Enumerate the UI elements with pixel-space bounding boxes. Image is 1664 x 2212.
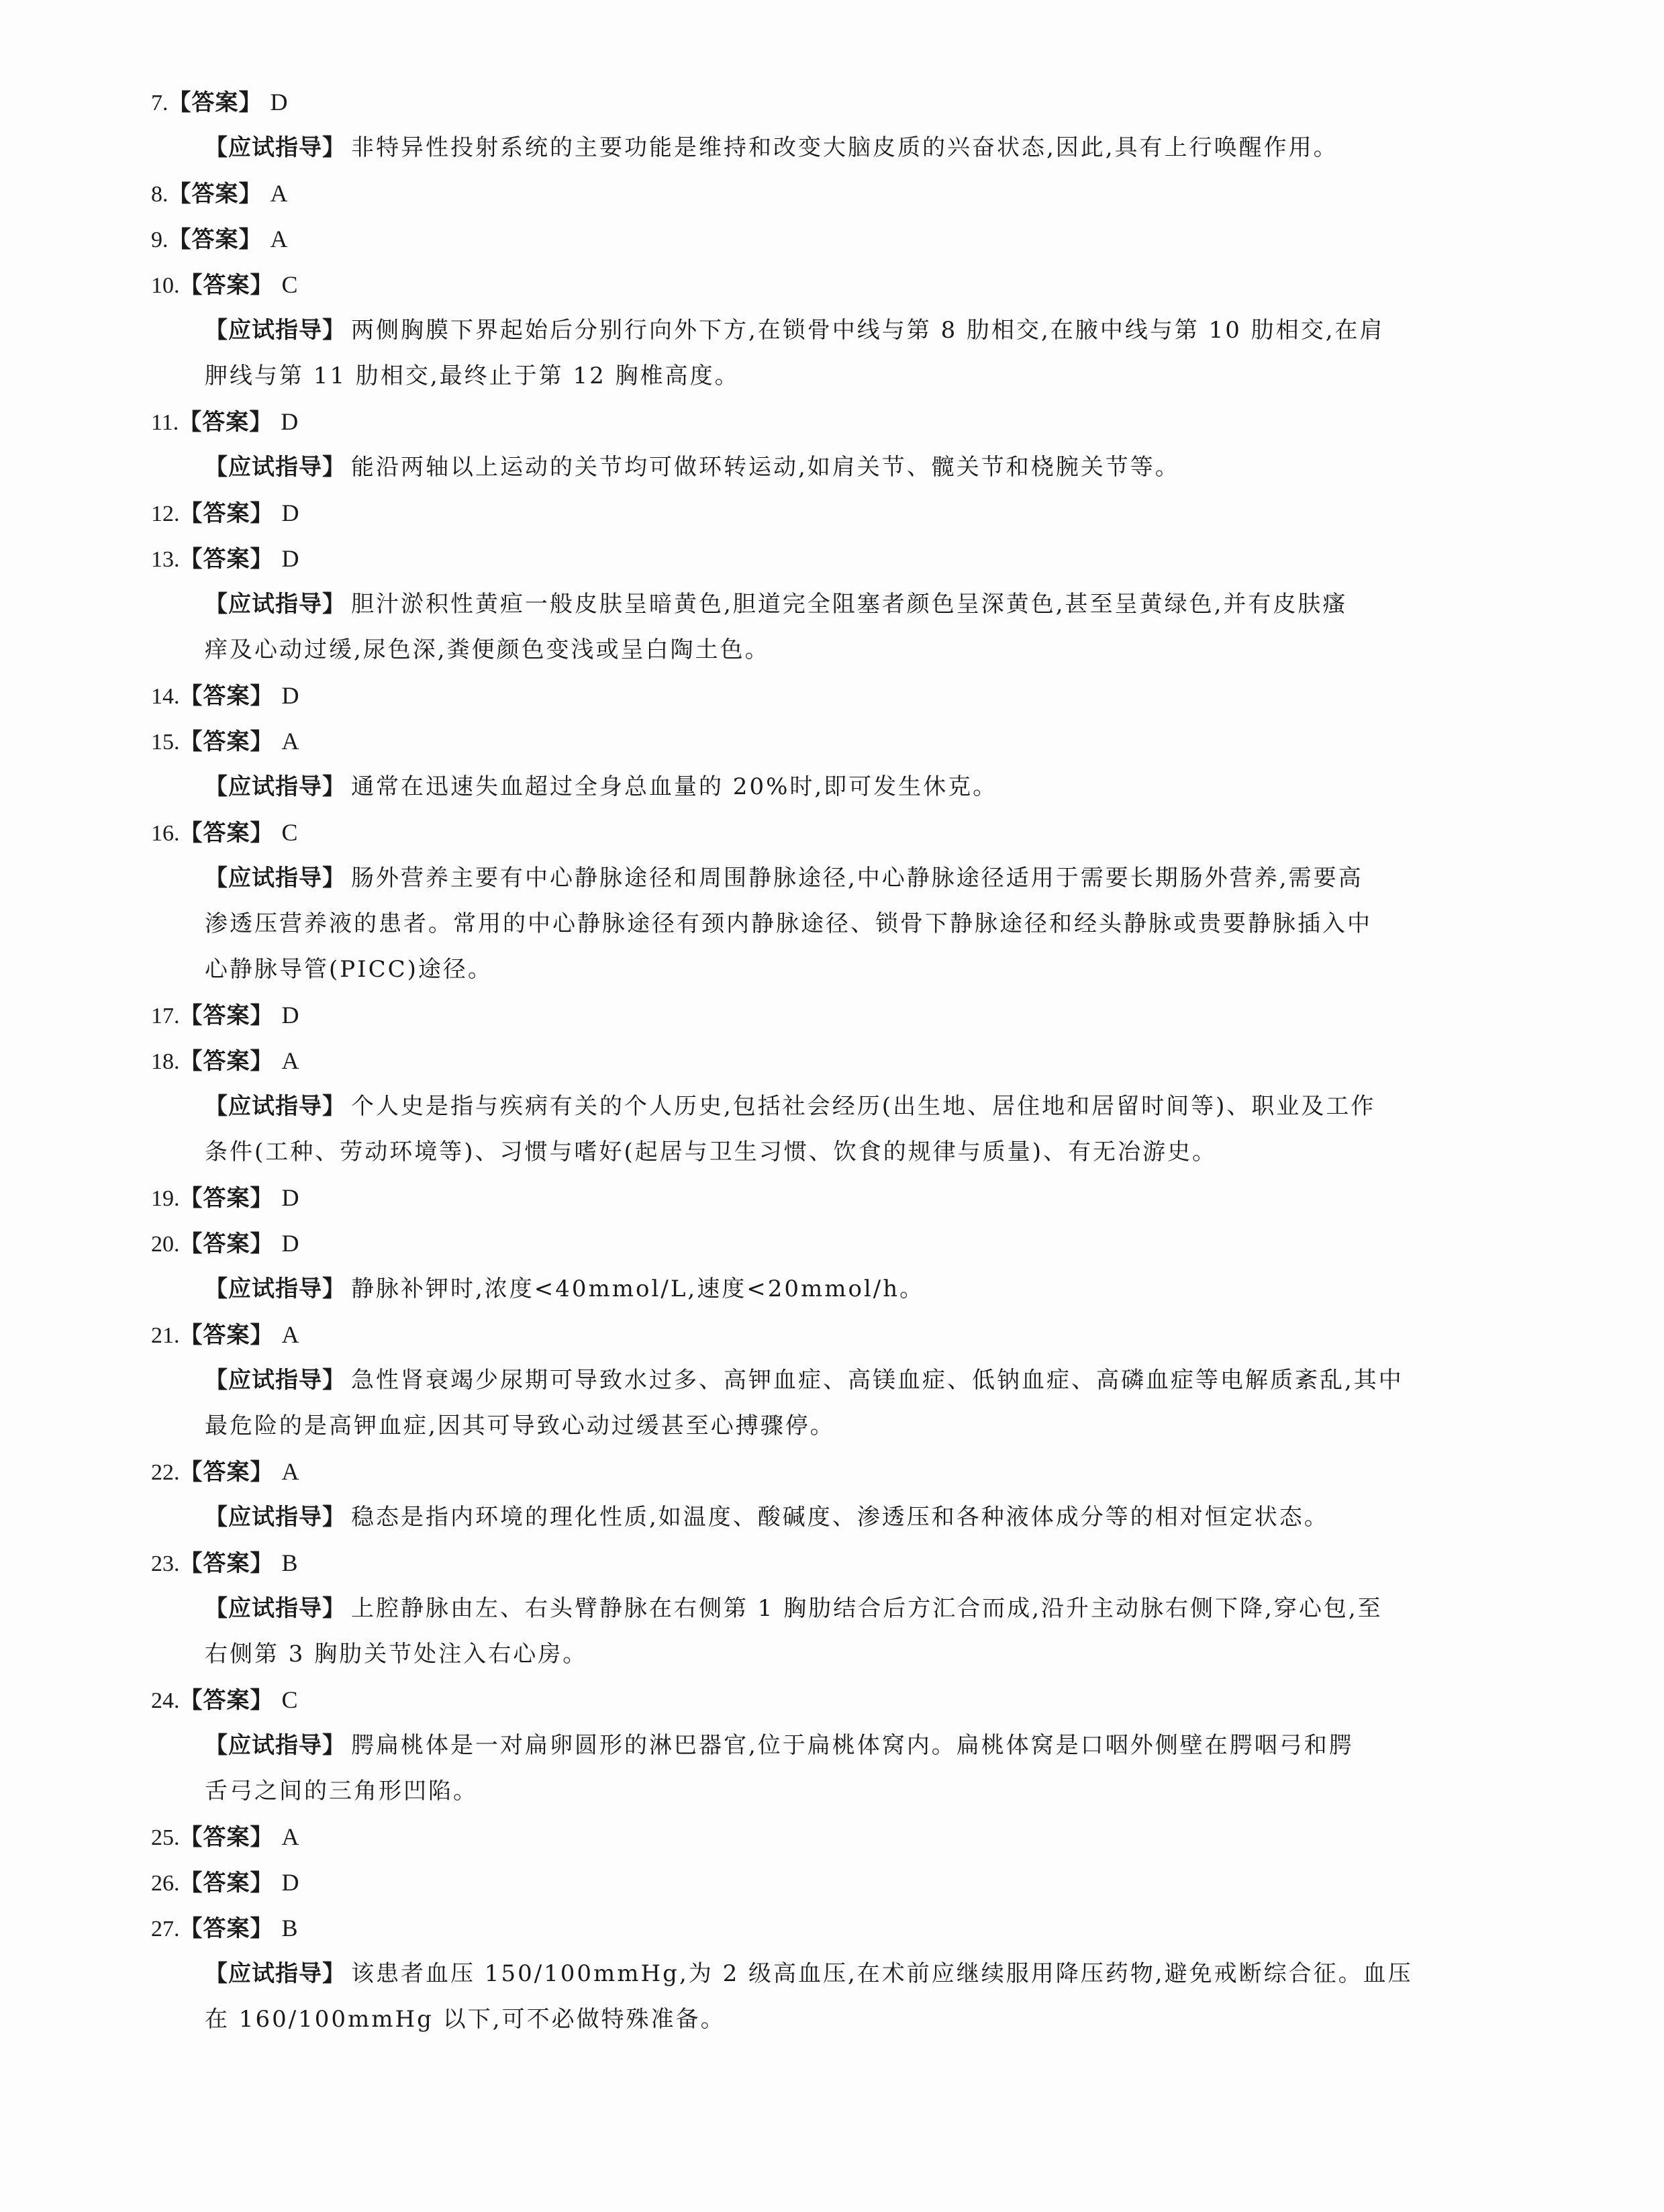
- answer-line: [144, 490, 1527, 536]
- answer-line: [144, 171, 1527, 216]
- question-number: 12.: [151, 501, 180, 526]
- guidance-tag: 【应试指导】: [205, 317, 346, 344]
- answer-line: [144, 1860, 1527, 1905]
- answer-letter: A: [270, 180, 288, 207]
- answer-letter: C: [281, 819, 298, 846]
- guidance-text: 腭扁桃体是一对扁卵圆形的淋巴器官,位于扁桃体窝内。扁桃体窝是口咽外侧壁在腭咽弓和腭: [351, 1732, 1354, 1759]
- answer-tag: 【答案】: [179, 1915, 274, 1942]
- answer-letter: C: [281, 271, 298, 298]
- answer-tag: 【答案】: [179, 683, 274, 710]
- answer-tag: 【答案】: [168, 89, 262, 116]
- question-number: 23.: [151, 1551, 180, 1576]
- question-number: 7.: [151, 91, 168, 115]
- answer-tag: 【答案】: [168, 226, 262, 253]
- answer-letter: D: [281, 408, 299, 435]
- answer-letter: A: [281, 1823, 299, 1850]
- question-number: 8.: [151, 182, 168, 207]
- answer-line: [144, 673, 1527, 718]
- answer-line: [144, 536, 1527, 581]
- guidance-continuation: [144, 1768, 1527, 1814]
- guidance-tag: 【应试指导】: [205, 1732, 346, 1759]
- guidance-tag: 【应试指导】: [205, 773, 346, 800]
- answer-tag: 【答案】: [179, 820, 274, 847]
- guidance-tag: 【应试指导】: [205, 1595, 346, 1622]
- answer-tag: 【答案】: [179, 1185, 274, 1212]
- answer-tag: 【答案】: [179, 1550, 274, 1577]
- answer-letter: D: [281, 1230, 299, 1257]
- guidance-tag: 【应试指导】: [205, 865, 346, 892]
- question-number: 20.: [151, 1232, 180, 1257]
- answer-letter: A: [270, 226, 288, 252]
- answer-line: [144, 216, 1527, 262]
- guidance-continuation: [144, 353, 1527, 399]
- guidance-text: 上腔静脉由左、右头臂静脉在右侧第 1 胸肋结合后方汇合而成,沿升主动脉右侧下降,穿心包,至: [351, 1595, 1383, 1622]
- guidance-text: 痒及心动过缓,尿色深,粪便颜色变浅或呈白陶土色。: [205, 636, 770, 663]
- answer-tag: 【答案】: [179, 1231, 274, 1257]
- answer-tag: 【答案】: [179, 1459, 274, 1486]
- guidance-continuation: [144, 947, 1527, 992]
- answer-letter: A: [281, 728, 299, 755]
- guidance-continuation: [144, 1403, 1527, 1449]
- guidance-continuation: [144, 1129, 1527, 1175]
- answer-line: [144, 1540, 1527, 1586]
- answer-line: [144, 262, 1527, 307]
- guidance-line: [144, 1266, 1527, 1312]
- answer-line: [144, 1905, 1527, 1951]
- question-number: 22.: [151, 1460, 180, 1485]
- answer-letter: D: [281, 1002, 299, 1028]
- guidance-line: [144, 1494, 1527, 1540]
- guidance-tag: 【应试指导】: [205, 1093, 346, 1120]
- answer-letter: C: [281, 1686, 298, 1713]
- question-number: 24.: [151, 1688, 180, 1713]
- answer-line: [144, 1312, 1527, 1357]
- guidance-text: 稳态是指内环境的理化性质,如温度、酸碱度、渗透压和各种液体成分等的相对恒定状态。: [351, 1504, 1329, 1531]
- question-number: 16.: [151, 821, 180, 846]
- answer-line: [144, 399, 1527, 444]
- guidance-line: [144, 307, 1527, 353]
- answer-letter: A: [281, 1047, 299, 1074]
- guidance-text: 胛线与第 11 肋相交,最终止于第 12 胸椎高度。: [205, 363, 740, 389]
- question-number: 26.: [151, 1871, 180, 1896]
- question-number: 19.: [151, 1186, 180, 1211]
- guidance-tag: 【应试指导】: [205, 591, 346, 618]
- question-number: 14.: [151, 684, 180, 709]
- guidance-line: [144, 1723, 1527, 1768]
- guidance-text: 急性肾衰竭少尿期可导致水过多、高钾血症、高镁血症、低钠血症、高磷血症等电解质紊乱,其中: [351, 1367, 1404, 1394]
- guidance-line: [144, 1586, 1527, 1631]
- question-number: 17.: [151, 1004, 180, 1028]
- guidance-text: 渗透压营养液的患者。常用的中心静脉途径有颈内静脉途径、锁骨下静脉途径和经头静脉或贵要静脉插入中: [205, 910, 1372, 937]
- guidance-text: 心静脉导管(PICC)途径。: [205, 956, 493, 983]
- guidance-text: 能沿两轴以上运动的关节均可做环转运动,如肩关节、髋关节和桡腕关节等。: [351, 454, 1180, 481]
- guidance-text: 最危险的是高钾血症,因其可导致心动过缓甚至心搏骤停。: [205, 1412, 835, 1439]
- question-number: 10.: [151, 273, 180, 298]
- answer-key-list: [144, 79, 1527, 2042]
- guidance-tag: 【应试指导】: [205, 1504, 346, 1531]
- guidance-text: 条件(工种、劳动环境等)、习惯与嗜好(起居与卫生习惯、饮食的规律与质量)、有无冶游史。: [205, 1139, 1218, 1165]
- guidance-continuation: [144, 627, 1527, 673]
- question-number: 9.: [151, 228, 168, 252]
- answer-line: [144, 1677, 1527, 1723]
- guidance-continuation: [144, 1997, 1527, 2042]
- answer-letter: B: [281, 1915, 298, 1941]
- answer-tag: 【答案】: [168, 181, 262, 207]
- answer-tag: 【答案】: [179, 1322, 274, 1349]
- guidance-text: 静脉补钾时,浓度<40mmol/L,速度<20mmol/h。: [351, 1276, 925, 1302]
- answer-letter: D: [281, 1184, 299, 1211]
- answer-tag: 【答案】: [179, 546, 274, 573]
- answer-line: [144, 1449, 1527, 1494]
- guidance-text: 右侧第 3 胸肋关节处注入右心房。: [205, 1641, 588, 1668]
- answer-line: [144, 1175, 1527, 1220]
- guidance-line: [144, 1357, 1527, 1403]
- guidance-line: [144, 855, 1527, 901]
- question-number: 21.: [151, 1323, 180, 1348]
- answer-tag: 【答案】: [179, 728, 274, 755]
- guidance-line: [144, 1084, 1527, 1129]
- guidance-text: 个人史是指与疾病有关的个人历史,包括社会经历(出生地、居住地和居留时间等)、职业及工作: [351, 1093, 1376, 1120]
- answer-tag: 【答案】: [179, 272, 274, 299]
- question-number: 11.: [151, 410, 179, 435]
- answer-letter: D: [281, 545, 299, 572]
- answer-line: [144, 79, 1527, 125]
- guidance-tag: 【应试指导】: [205, 454, 346, 481]
- guidance-text: 两侧胸膜下界起始后分别行向外下方,在锁骨中线与第 8 肋相交,在腋中线与第 10 肋相交,在肩: [351, 317, 1385, 344]
- answer-tag: 【答案】: [179, 1687, 274, 1714]
- answer-tag: 【答案】: [179, 500, 274, 527]
- answer-tag: 【答案】: [179, 1048, 274, 1075]
- guidance-text: 通常在迅速失血超过全身总血量的 20%时,即可发生休克。: [351, 773, 998, 800]
- answer-line: [144, 810, 1527, 855]
- answer-letter: D: [281, 682, 299, 709]
- answer-letter: D: [270, 89, 288, 115]
- answer-tag: 【答案】: [179, 1002, 274, 1029]
- answer-letter: D: [281, 1869, 299, 1896]
- guidance-line: [144, 1951, 1527, 1997]
- guidance-tag: 【应试指导】: [205, 134, 346, 161]
- guidance-continuation: [144, 1631, 1527, 1677]
- answer-letter: A: [281, 1458, 299, 1485]
- guidance-text: 舌弓之间的三角形凹陷。: [205, 1778, 478, 1805]
- guidance-tag: 【应试指导】: [205, 1960, 346, 1987]
- guidance-text: 胆汁淤积性黄疸一般皮肤呈暗黄色,胆道完全阻塞者颜色呈深黄色,甚至呈黄绿色,并有皮肤瘙: [351, 591, 1348, 618]
- answer-line: [144, 1220, 1527, 1266]
- guidance-text: 在 160/100mmHg 以下,可不必做特殊准备。: [205, 2006, 726, 2033]
- guidance-text: 该患者血压 150/100mmHg,为 2 级高血压,在术前应继续服用降压药物,避免戒断综合征。血压: [351, 1960, 1413, 1987]
- question-number: 15.: [151, 730, 180, 755]
- question-number: 27.: [151, 1917, 180, 1941]
- answer-tag: 【答案】: [179, 1870, 274, 1896]
- guidance-text: 非特异性投射系统的主要功能是维持和改变大脑皮质的兴奋状态,因此,具有上行唤醒作用。: [351, 134, 1338, 161]
- answer-line: [144, 1814, 1527, 1860]
- question-number: 25.: [151, 1825, 180, 1850]
- answer-tag: 【答案】: [179, 409, 273, 436]
- guidance-line: [144, 444, 1527, 490]
- answer-line: [144, 718, 1527, 764]
- guidance-tag: 【应试指导】: [205, 1367, 346, 1394]
- answer-tag: 【答案】: [179, 1824, 274, 1851]
- answer-line: [144, 1038, 1527, 1084]
- answer-letter: B: [281, 1549, 298, 1576]
- guidance-tag: 【应试指导】: [205, 1276, 346, 1302]
- question-number: 13.: [151, 547, 180, 572]
- question-number: 18.: [151, 1049, 180, 1074]
- answer-letter: D: [281, 499, 299, 526]
- answer-line: [144, 992, 1527, 1038]
- guidance-text: 肠外营养主要有中心静脉途径和周围静脉途径,中心静脉途径适用于需要长期肠外营养,需要高: [351, 865, 1363, 892]
- answer-letter: A: [281, 1321, 299, 1348]
- guidance-continuation: [144, 901, 1527, 947]
- guidance-line: [144, 764, 1527, 810]
- guidance-line: [144, 581, 1527, 627]
- guidance-line: [144, 125, 1527, 171]
